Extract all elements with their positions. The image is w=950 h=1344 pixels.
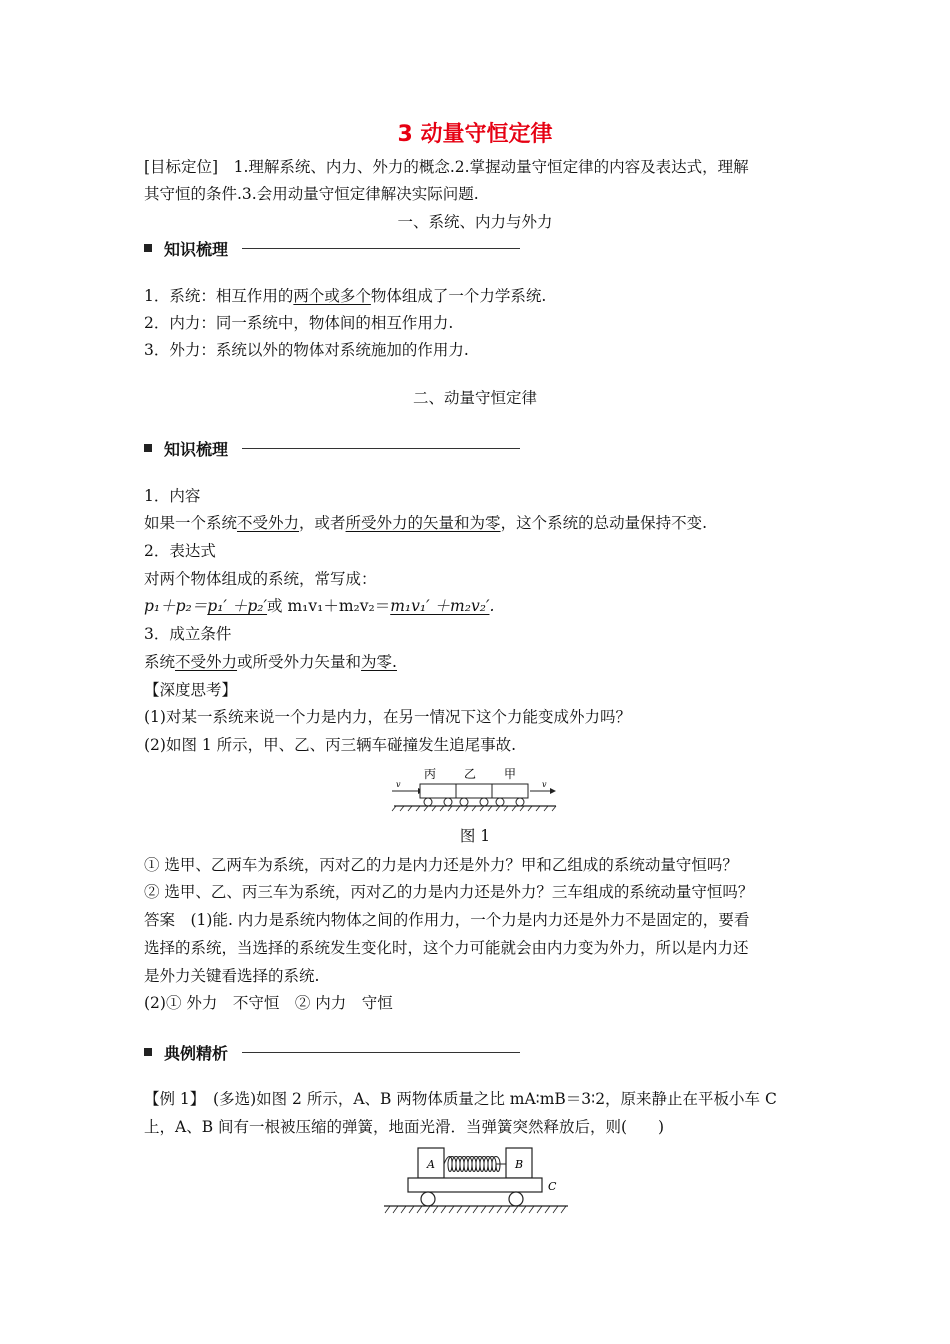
expression-intro: 对两个物体组成的系统，常写成：	[144, 570, 377, 588]
question-2: (2)如图 1 所示，甲、乙、丙三辆车碰撞发生追尾事故.	[144, 736, 517, 754]
question-2a: ① 选甲、乙两车为系统，丙对乙的力是内力还是外力？甲和乙组成的系统动量守恒吗？	[144, 856, 738, 874]
answer-line-2: 选择的系统，当选择的系统发生变化时，这个力可能就会由内力变为外力，所以是内力还	[144, 939, 749, 957]
section-header-3	[144, 1040, 520, 1064]
blank-answer: p₁′ ＋p₂′	[207, 597, 268, 615]
question-2b: ② 选甲、乙、丙三车为系统，丙对乙的力是内力还是外力？三车组成的系统动量守恒吗？	[144, 883, 754, 901]
wheel-icon	[509, 1192, 523, 1206]
wheel-icon	[480, 798, 488, 806]
ground-hatching	[392, 806, 556, 811]
expression-formula	[144, 596, 494, 616]
content-statement	[144, 513, 707, 533]
question-1: (1)对某一系统来说一个力是内力，在另一情况下这个力能变成外力吗？	[144, 708, 631, 726]
car-bing	[420, 784, 456, 798]
page-title: 3 动量守恒定律	[397, 122, 553, 147]
wheel-icon	[460, 798, 468, 806]
blank-answer: 所受外力的矢量和为零	[345, 514, 501, 532]
objectives-line-1: [目标定位] 1.理解系统、内力、外力的概念.2.掌握动量守恒定律的内容及表达式，理解	[144, 158, 749, 176]
car-yi	[456, 784, 492, 798]
expression-title: 2．表达式	[144, 542, 216, 560]
item-text: 1．系统：相互作用的	[144, 287, 294, 305]
car-label-yi: 乙	[463, 767, 477, 781]
wheel-icon	[424, 798, 432, 806]
answer-line-1: 答案 (1)能. 内力是系统内物体之间的作用力，一个力是内力还是外力不是固定的，要看	[144, 911, 750, 929]
deep-thinking-title: 【深度思考】	[144, 681, 238, 699]
knowledge-item-3: 3．外力：系统以外的物体对系统施加的作用力.	[144, 341, 469, 359]
item-text: 物体组成了一个力学系统.	[370, 287, 547, 305]
example-1-line-2: 上，A、B 间有一根被压缩的弹簧，地面光滑．当弹簧突然释放后，则( )	[144, 1118, 665, 1136]
item-blank-answer: 两个或多个	[293, 287, 371, 305]
velocity-label-right: v	[542, 780, 547, 789]
velocity-label-left: v	[396, 780, 401, 789]
wheel-icon	[496, 798, 504, 806]
condition-title: 3．成立条件	[144, 625, 232, 643]
ground-hatching	[385, 1206, 566, 1213]
figure-1-cars	[390, 765, 560, 815]
section-label: 典例精析	[164, 1043, 229, 1063]
statement-text: 如果一个系统	[144, 514, 238, 532]
car-label-jia: 甲	[503, 767, 517, 781]
knowledge-item-2: 2．内力：同一系统中，物体间的相互作用力.	[144, 314, 454, 332]
wheel-icon	[421, 1192, 435, 1206]
square-bullet-icon	[144, 244, 152, 252]
figure-2-cart	[382, 1142, 572, 1220]
car-jia	[492, 784, 528, 798]
blank-answer: 不受外力	[175, 653, 238, 671]
answer-line-4: (2)① 外力 不守恒 ② 内力 守恒	[144, 994, 393, 1012]
square-bullet-icon	[144, 444, 152, 452]
formula-part: p₁＋p₂＝	[144, 597, 208, 615]
answer-line-3: 是外力关键看选择的系统.	[144, 967, 320, 985]
section-label: 知识梳理	[164, 239, 229, 259]
cart-label: C	[548, 1180, 557, 1193]
wheel-icon	[516, 798, 524, 806]
condition-statement	[144, 652, 397, 672]
statement-text: 或所受外力矢量和	[237, 653, 362, 671]
figure-1-caption: 图 1	[459, 827, 491, 845]
example-1-line-1: 【例 1】 (多选)如图 2 所示，A、B 两物体质量之比 mA∶mB＝3∶2，原来静止在平板小车 C	[144, 1090, 777, 1108]
square-bullet-icon	[144, 1048, 152, 1056]
objectives-line-2: 其守恒的条件.3.会用动量守恒定律解决实际问题.	[144, 185, 479, 203]
arrow-right-icon	[550, 788, 556, 794]
blank-answer: 不受外力	[237, 514, 300, 532]
section-rule	[242, 1052, 520, 1053]
car-label-bing: 丙	[423, 767, 437, 781]
section-header-1	[144, 236, 520, 260]
wheel-icon	[444, 798, 452, 806]
content-title: 1．内容	[144, 487, 201, 505]
statement-text: ，或者	[299, 514, 346, 532]
statement-text: 系统	[144, 653, 176, 671]
blank-answer: m₁v₁′ ＋m₂v₂′	[390, 597, 490, 615]
cart-platform	[408, 1178, 542, 1192]
part2-heading: 二、动量守恒定律	[412, 389, 537, 407]
block-a-label: A	[427, 1158, 435, 1171]
section-header-2	[144, 436, 520, 460]
compressed-spring	[444, 1157, 506, 1172]
block-b-label: B	[514, 1158, 524, 1171]
part1-heading: 一、系统、内力与外力	[397, 213, 553, 231]
statement-text: ，这个系统的总动量保持不变.	[500, 514, 707, 532]
knowledge-item-1	[144, 286, 546, 306]
section-label: 知识梳理	[164, 439, 229, 459]
blank-answer: 为零.	[361, 653, 397, 671]
formula-part: 或 m₁v₁＋m₂v₂＝	[267, 597, 391, 615]
section-rule	[242, 248, 520, 249]
formula-part: .	[489, 597, 495, 615]
section-rule	[242, 448, 520, 449]
